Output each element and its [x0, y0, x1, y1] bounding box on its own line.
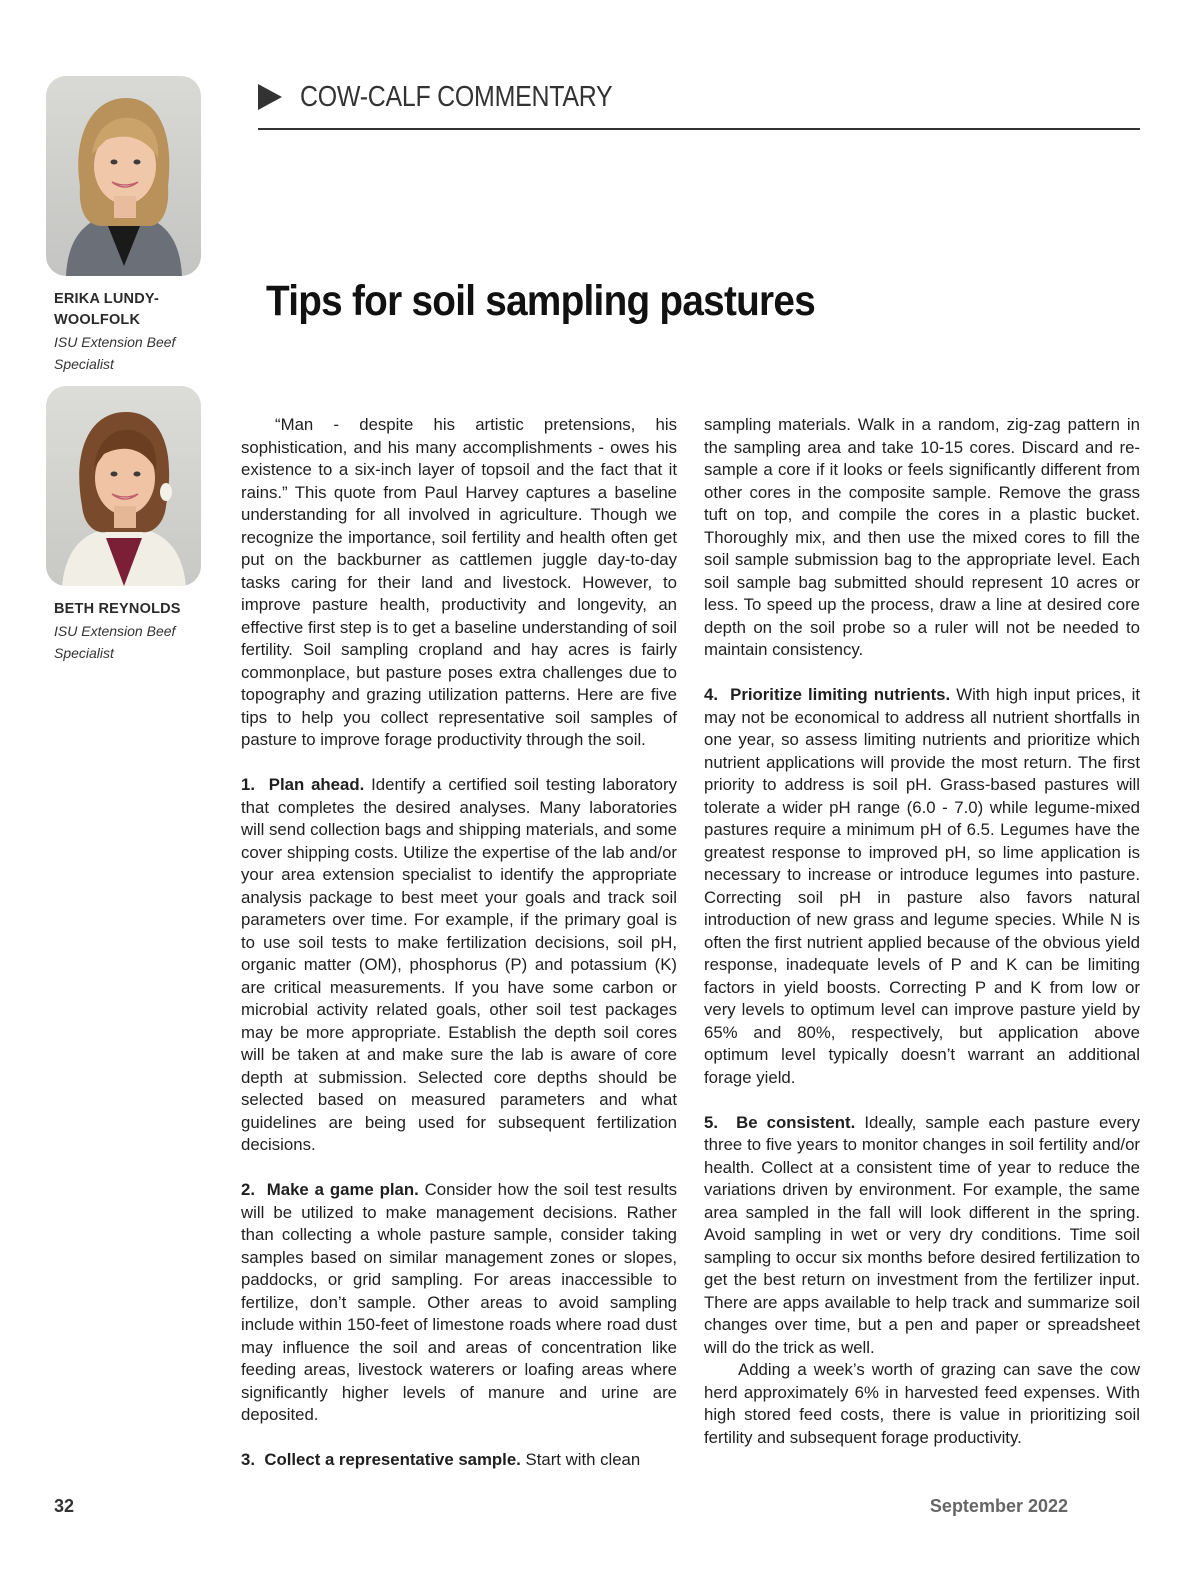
tip-3 — [241, 1449, 677, 1472]
tip-text: Consider how the soil test results will be utilized to make management decisions. Rather than collecting a whole pasture sample, consider taking samples based on similar management zones or slopes, paddocks, or grid sampling. For areas inaccessible to fertilize, don’t sample. Other areas to avoid sampling include within 150-feet of limestone roads where road dust may influence the soil and areas of concentration like feeding areas, livestock waterers or loafing areas where significantly higher levels of manure and urine are deposited. — [241, 1180, 677, 1424]
tip-number: 2. — [241, 1180, 255, 1199]
portrait-erika-image — [46, 76, 201, 276]
author-role: Specialist — [54, 356, 114, 372]
article-headline: Tips for soil sampling pastures — [266, 277, 815, 325]
tip-4 — [704, 684, 1140, 1089]
page-number: 32 — [54, 1496, 75, 1516]
author-role: Specialist — [54, 645, 114, 661]
tip-lead: Collect a representative sample. — [264, 1450, 521, 1469]
author-role: ISU Extension Beef — [54, 623, 176, 639]
tip-2 — [241, 1179, 677, 1427]
issue-date: September 2022 — [929, 1496, 1068, 1516]
tip-lead: Be consistent. — [736, 1112, 856, 1132]
tip-text: Start with clean — [525, 1450, 641, 1469]
author-byline-erika — [54, 289, 214, 375]
tip-lead: Plan ahead. — [268, 775, 365, 794]
tip-5 — [704, 1112, 1140, 1360]
tip-number: 1. — [241, 775, 255, 794]
article-column-left — [241, 414, 677, 1472]
author-role: ISU Extension Beef — [54, 334, 176, 350]
author-name: WOOLFOLK — [54, 312, 141, 328]
tip-3-continued: sampling materials. Walk in a random, zig-zag pattern in the sampling area and take 10-15 cores. Discard and re-sample a core if it looks or feels significantly different from other cores in the composite sample. Remove the grass tuft on top, and compile the cores in a plastic bucket. Thoroughly mix, and then use the mixed cores to fill the soil sample submission bag to the appropriate level. Each soil sample bag submitted should represent 10 acres or less. To speed up the process, draw a line at desired core depth on the soil probe so a ruler will not be needed to maintain consistency. — [704, 415, 1140, 659]
portrait-beth-image — [46, 386, 201, 586]
tip-text: With high input prices, it may not be economical to address all nutrient shortfalls in one year, so assess limiting nutrients and prioritize which nutrient applications will provide the most return. The first priority to address is soil pH. Grass-based pastures will tolerate a wider pH range (6.0 - 7.0) while legume-mixed pastures require a minimum pH of 6.5. Legumes have the greatest response to improved pH, so lime application is necessary to increase or introduce legumes into pasture. Correcting soil pH in pasture also favors natural introduction of new grass and legume species. While N is often the first nutrient applied because of the obvious yield response, inadequate levels of P and K can be limiting factors in yield boosts. Correcting P and K from low or very levels to optimum level can improve pasture yield by 65% and 80%, respectively, but application above optimum level typically doesn’t warrant an additional forage yield. — [704, 685, 1140, 1087]
tip-number: 4. — [704, 685, 718, 704]
tip-text: Identify a certified soil testing laboratory that completes the desired analyses. Many laboratories will send collection bags and shipping materials, and some cover shipping costs. Utilize the expertise of the lab and/or your area extension specialist to identify the appropriate analysis package to best meet your goals and track soil parameters over time. For example, if the primary goal is to use soil tests to make fertilization decisions, soil pH, organic matter (OM), phosphorus (P) and potassium (K) are critical measurements. If you have some carbon or microbial activity related goals, other soil test packages may be more appropriate. Establish the depth soil cores will be taken at and make sure the lab is aware of core depth at submission. Selected core depths should be selected based on measured parameters and what guidelines are being used for subsequent fertilization decisions. — [241, 775, 677, 1154]
author-name: ERIKA LUNDY- — [54, 291, 159, 307]
section-label: COW-CALF COMMENTARY — [300, 81, 613, 113]
tip-text: Ideally, sample each pasture every three to five years to monitor changes in soil fertility and/or health. Collect at a consistent time of year to reduce the variations driven by environment. For example, the same area sampled in the fall will look different in the spring. Avoid sampling in wet or very dry conditions. Time soil sampling to occur six months before desired fertilization to get the best return on investment from the fertilizer input. There are apps available to help track and summarize soil changes over time, but a pen and paper or spreadsheet will do the trick as well. — [704, 1112, 1141, 1357]
tip-number: 5. — [704, 1112, 718, 1132]
tip-1 — [241, 774, 677, 1157]
tip-number: 3. — [241, 1450, 255, 1469]
article-closing: Adding a week’s worth of grazing can save the cow herd approximately 6% in harvested feed expenses. With high stored feed costs, there is value in prioritizing soil fertility and subsequent forage productivity. — [704, 1360, 1140, 1447]
section-header — [258, 80, 1140, 130]
author-photo-beth — [46, 386, 201, 586]
tip-lead: Make a game plan. — [266, 1180, 419, 1199]
author-photo-erika — [46, 76, 201, 276]
author-name: BETH REYNOLDS — [54, 601, 181, 617]
article-intro: “Man - despite his artistic pretensions, his sophistication, and his many accomplishments - owes his existence to a six-inch layer of topsoil and the fact that it rains.” This quote from Paul Harvey captures a baseline understanding for all involved in agriculture. Though we recognize the importance, soil fertility and health often get put on the backburner as cattlemen juggle day-to-day tasks caring for their land and livestock. However, to improve pasture health, productivity and longevity, an effective first step is to get a baseline understanding of soil fertility. Soil sampling cropland and hay acres is fairly commonplace, but pasture poses extra challenges due to topography and grazing utilization patterns. Here are five tips to help you collect representative soil samples of pasture to improve forage productivity through the soil. — [241, 415, 677, 749]
tip-lead: Prioritize limiting nutrients. — [730, 685, 951, 704]
author-byline-beth — [54, 599, 214, 664]
article-column-right — [704, 414, 1140, 1449]
triangle-arrow-icon — [258, 84, 282, 110]
